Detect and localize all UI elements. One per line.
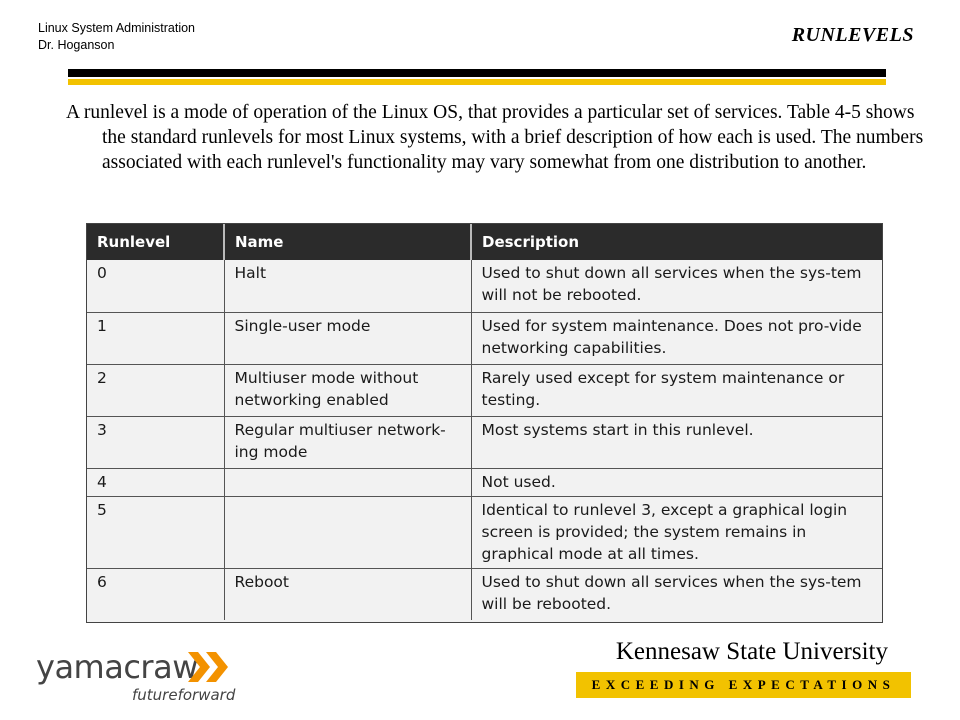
table-row (87, 468, 882, 496)
cell-name (224, 468, 471, 496)
cell-runlevel: 2 (87, 364, 224, 416)
cell-description: Not used. (471, 468, 882, 496)
cell-name: Multiuser mode without networking enabled (224, 364, 471, 416)
header-rule-gold (68, 79, 886, 85)
table-row (87, 496, 882, 568)
cell-name: Regular multiuser network-ing mode (224, 416, 471, 468)
table-row (87, 568, 882, 620)
table-row (87, 416, 882, 468)
university-name: Kennesaw State University (615, 638, 888, 665)
instructor-name: Dr. Hoganson (38, 38, 115, 52)
table-row (87, 364, 882, 416)
table-header-row (87, 224, 882, 260)
cell-description: Most systems start in this runlevel. (471, 416, 882, 468)
cell-description: Used to shut down all services when the sys-tem will be rebooted. (481, 572, 862, 613)
cell-runlevel: 5 (87, 496, 224, 568)
cell-name: Single-user mode (224, 312, 471, 364)
double-chevron-icon (186, 650, 232, 684)
cell-runlevel: 1 (87, 312, 224, 364)
slide-title: RUNLEVELS (791, 24, 914, 46)
runlevel-table-grid (87, 224, 882, 620)
cell-name: Reboot (224, 568, 471, 620)
university-tagline: EXCEEDING EXPECTATIONS (591, 677, 896, 692)
intro-paragraph: A runlevel is a mode of operation of the Linux OS, that provides a particular set of services. Table 4-5 shows the standard runlevels for most Linux systems, with a brief description of how each is used. The numbers associated with each runlevel's functionality may vary somewhat from one distribution to another. (66, 102, 924, 173)
column-header-name: Name (224, 224, 471, 260)
cell-description: Rarely used except for system maintenance or testing. (471, 364, 882, 416)
cell-runlevel: 4 (87, 468, 224, 496)
cell-name: Halt (224, 260, 471, 312)
table-row (87, 260, 882, 312)
cell-runlevel: 0 (87, 260, 224, 312)
column-header-description: Description (471, 224, 882, 260)
yamacraw-logo (36, 648, 236, 704)
column-header-runlevel: Runlevel (87, 224, 224, 260)
cell-description: Identical to runlevel 3, except a graphical login screen is provided; the system remains in graphical mode at all times. (471, 496, 882, 568)
cell-description: Used for system maintenance. Does not pro-vide networking capabilities. (471, 312, 882, 364)
cell-name (224, 496, 471, 568)
runlevel-table (86, 223, 883, 623)
logo-tagline: futureforward (132, 686, 236, 704)
course-name: Linux System Administration (38, 21, 196, 35)
header-left (38, 20, 195, 54)
cell-runlevel: 3 (87, 416, 224, 468)
logo-wordmark: yamacraw (36, 648, 198, 686)
table-row (87, 312, 882, 364)
cell-description: Used to shut down all services when the sys-tem will not be rebooted. (471, 260, 882, 312)
header-rule-black (68, 69, 886, 77)
cell-runlevel: 6 (87, 568, 224, 620)
university-tagline-bar (576, 672, 911, 698)
